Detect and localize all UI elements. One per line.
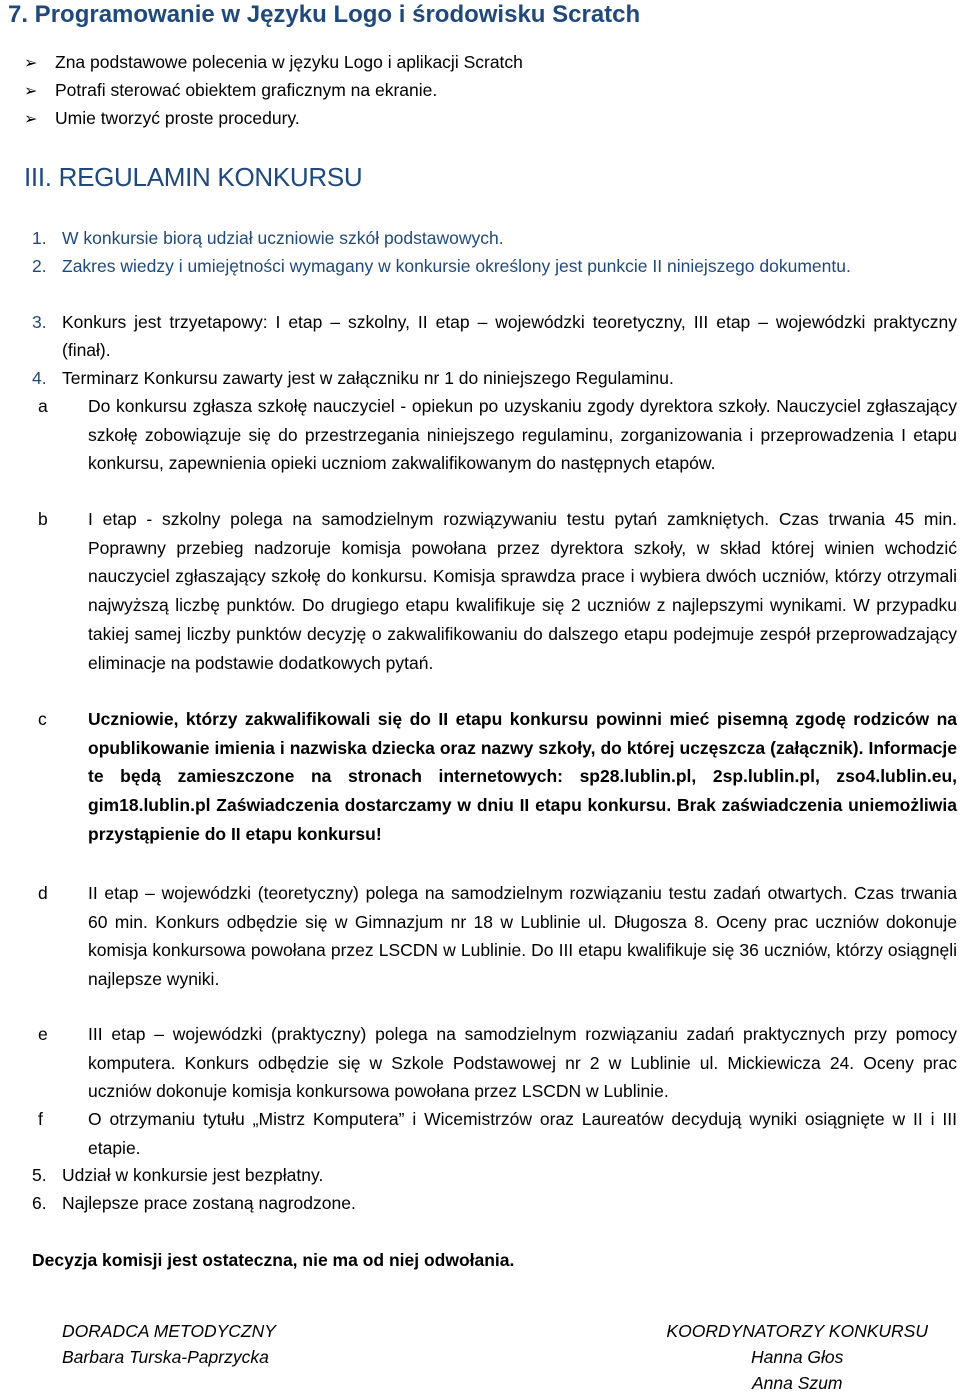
arrow-bullet-icon: ➢ [24, 111, 38, 128]
sub-item-b [38, 505, 957, 677]
item-number: 2. [32, 256, 47, 276]
sub-item-letter: c [38, 709, 47, 729]
signature-left [62, 1318, 276, 1370]
sub-item-letter: e [38, 1024, 48, 1044]
sub-item-text: Do konkursu zgłasza szkołę nauczyciel - opiekun po uzyskaniu zgody dyrektora szkoły. Nauczyciel zgłaszający szkołę zobowiązuje się do przestrzegania niniejszego regulaminu, zorganizowania i przeprowadzenia I etapu konkursu, zapewnienia opieki uczniom zakwalifikowanym do następnych etapów. [88, 396, 957, 474]
list-item [32, 1189, 957, 1217]
list-item [24, 76, 437, 106]
arrow-bullet-icon: ➢ [24, 83, 38, 100]
sub-item-text: III etap – wojewódzki (praktyczny) polega na samodzielnym rozwiązaniu zadań praktycznych przy pomocy komputera. Konkurs odbędzie się w Szkole Podstawowej nr 2 w Lublinie ul. Mickiewicza 24. Oceny prac uczniów dokonuje komisja konkursowa powołana przez LSCDN w Lublinie. [88, 1024, 957, 1102]
signature-title: KOORDYNATORZY KONKURSU [666, 1321, 928, 1341]
sub-item-text: I etap - szkolny polega na samodzielnym rozwiązywaniu testu pytań zamkniętych. Czas trwania 45 min. Poprawny przebieg nadzoruje komisja powołana przez dyrektora szkoły, w skład której winien wchodzić nauczyciel zgłaszający szkołę do konkursu. Komisja sprawdza prace i wybiera dwóch uczniów, którzy otrzymali najwyższą liczbę punktów. Do drugiego etapu kwalifikuje się 2 uczniów z najlepszymi wynikami. W przypadku takiej samej liczby punktów decyzję o zakwalifikowaniu do dalszego etapu podejmuje zespół przeprowadzający eliminacje na podstawie dodatkowych pytań. [88, 509, 957, 673]
bullet-text: Umie tworzyć proste procedury. [55, 108, 300, 128]
arrow-bullet-icon: ➢ [24, 55, 38, 72]
sub-item-text: Uczniowie, którzy zakwalifikowali się do II etapu konkursu powinni mieć pisemną zgodę rodziców na opublikowanie imienia i nazwiska dziecka oraz nazwy szkoły, do której uczęszcza (załącznik). Informacje te będą zamieszczone na stronach internetowych: sp28.lublin.pl, 2sp.lublin.pl, zso4.lublin.eu, gim18.lublin.pl Zaświadczenia dostarczamy w dniu II etapu konkursu. Brak zaświadczenia uniemożliwia przystąpienie do II etapu konkursu! [88, 709, 957, 844]
sub-item-letter: d [38, 883, 48, 903]
chapter-title: III. REGULAMIN KONKURSU [24, 162, 363, 192]
item-number: 4. [32, 368, 47, 388]
signature-name: Hanna Głos [751, 1347, 844, 1367]
item-text: Najlepsze prace zostaną nagrodzone. [62, 1193, 356, 1213]
sub-item-c [38, 705, 957, 849]
item-text: Terminarz Konkursu zawarty jest w załączniku nr 1 do niniejszego Regulaminu. [62, 368, 674, 388]
item-number: 1. [32, 228, 47, 248]
item-text: W konkursie biorą udział uczniowie szkół podstawowych. [62, 228, 504, 248]
item-number: 5. [32, 1165, 47, 1185]
bullet-text: Potrafi sterować obiektem graficznym na ekranie. [55, 80, 438, 100]
final-note: Decyzja komisji jest ostateczna, nie ma od niej odwołania. [32, 1250, 515, 1270]
sub-item-text: II etap – wojewódzki (teoretyczny) polega na samodzielnym rozwiązaniu testu zadań otwartych. Czas trwania 60 min. Konkurs odbędzie się w Gimnazjum nr 18 w Lublinie ul. Długosza 8. Oceny prac uczniów dokonuje komisja konkursowa powołana przez LSCDN w Lublinie. Do III etapu kwalifikuje się 36 uczniów, którzy osiągnęli najlepsze wyniki. [88, 883, 957, 990]
item-text: Konkurs jest trzyetapowy: I etap – szkolny, II etap – wojewódzki teoretyczny, III etap – wojewódzki praktyczny (finał). [62, 312, 957, 360]
section-title: 7. Programowanie w Języku Logo i środowisku Scratch [8, 1, 641, 28]
sub-item-letter: f [38, 1109, 43, 1129]
list-item [32, 1161, 957, 1189]
signature-name: Barbara Turska-Paprzycka [62, 1347, 269, 1367]
item-number: 3. [32, 312, 47, 332]
list-item [32, 308, 957, 364]
sub-item-e [38, 1020, 957, 1106]
sub-item-text: O otrzymaniu tytułu „Mistrz Komputera” i Wicemistrzów oraz Laureatów decydują wyniki osiągnięte w II i III etapie. [88, 1109, 957, 1158]
list-item [24, 48, 523, 78]
sub-item-letter: b [38, 509, 48, 529]
item-text: Udział w konkursie jest bezpłatny. [62, 1165, 324, 1185]
sub-item-d [38, 879, 957, 994]
list-item [24, 104, 300, 134]
sub-item-a [38, 392, 957, 478]
sub-item-letter: a [38, 396, 48, 416]
list-item [32, 252, 957, 280]
item-text: Zakres wiedzy i umiejętności wymagany w konkursie określony jest punkcie II niniejszego dokumentu. [62, 256, 851, 276]
bullet-text: Zna podstawowe polecenia w języku Logo i aplikacji Scratch [55, 52, 523, 72]
item-number: 6. [32, 1193, 47, 1213]
signature-name: Anna Szum [751, 1373, 843, 1393]
signature-right [666, 1318, 928, 1396]
sub-item-f [38, 1105, 957, 1162]
list-item [32, 224, 957, 252]
signature-title: DORADCA METODYCZNY [62, 1321, 276, 1341]
list-item [32, 364, 957, 392]
